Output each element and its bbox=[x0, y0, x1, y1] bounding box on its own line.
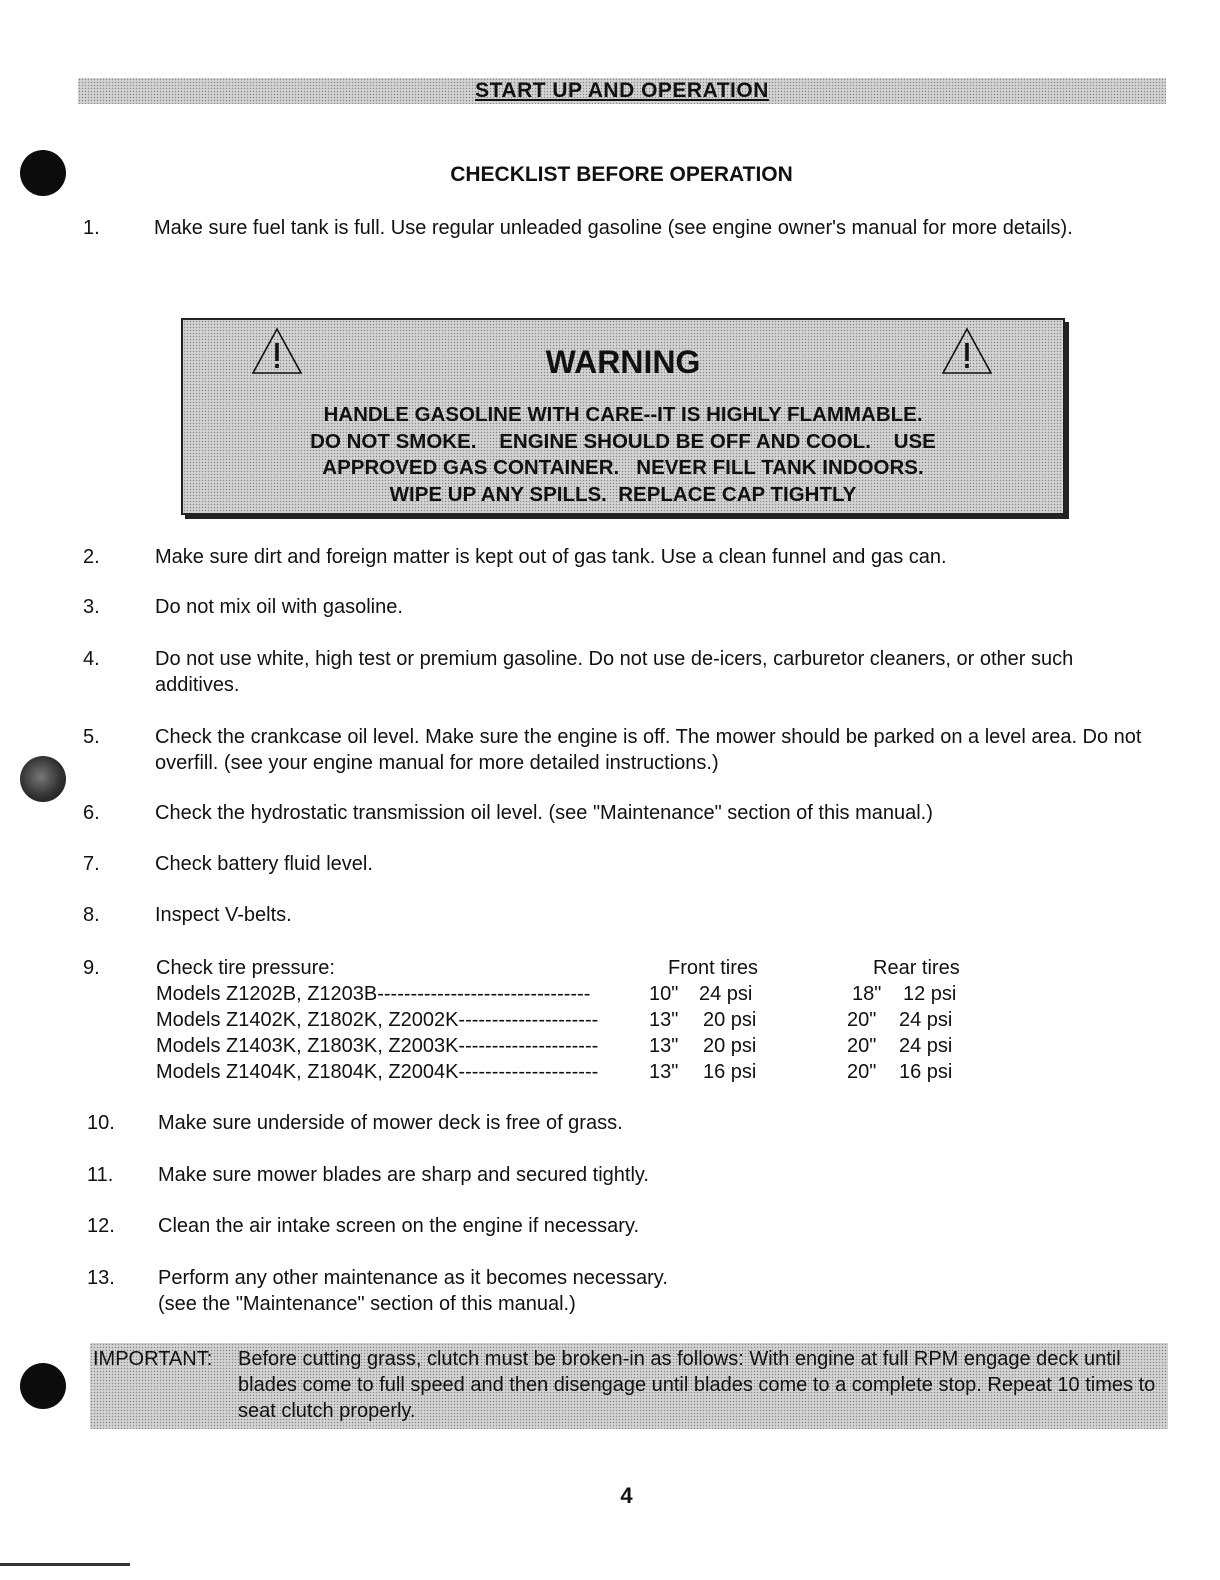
important-label: IMPORTANT: bbox=[93, 1348, 213, 1370]
item-text: Make sure underside of mower deck is free of grass. bbox=[158, 1112, 623, 1134]
warning-box bbox=[181, 318, 1065, 515]
item-number: 11. bbox=[87, 1164, 114, 1186]
tire-row-rear-size: 20" bbox=[847, 1061, 877, 1083]
item-text: Make sure fuel tank is full. Use regular unleaded gasoline (see engine owner's manual for more details). bbox=[154, 217, 1073, 239]
item-text: Perform any other maintenance as it becomes necessary. (see the "Maintenance" section of this manual.) bbox=[158, 1267, 668, 1315]
page-number: 4 bbox=[620, 1483, 633, 1508]
tire-row-front-psi: 24 psi bbox=[699, 983, 753, 1005]
important-text: Before cutting grass, clutch must be broken-in as follows: With engine at full RPM engage deck until blades come to full speed and then disengage until blades come to a complete stop. Repeat 10 times to seat clutch properly. bbox=[238, 1348, 1156, 1422]
item-number: 8. bbox=[83, 904, 100, 926]
tire-row-rear-psi: 24 psi bbox=[899, 1035, 953, 1057]
tire-row-front-size: 13" bbox=[649, 1009, 679, 1031]
item-number: 6. bbox=[83, 802, 100, 824]
front-tires-header: Front tires bbox=[668, 957, 759, 979]
item-number: 5. bbox=[83, 726, 100, 748]
tire-row-front-psi: 20 psi bbox=[703, 1009, 757, 1031]
warning-line: WIPE UP ANY SPILLS. REPLACE CAP TIGHTLY bbox=[389, 482, 857, 506]
tire-row-front-psi: 16 psi bbox=[703, 1061, 757, 1083]
tire-row-rear-size: 20" bbox=[847, 1009, 877, 1031]
tire-pressure-label: Check tire pressure: bbox=[156, 957, 335, 979]
tire-row-front-size: 13" bbox=[649, 1035, 679, 1057]
item-number: 7. bbox=[83, 853, 100, 875]
warning-triangle-icon bbox=[941, 326, 993, 376]
binder-hole-middle bbox=[20, 756, 66, 802]
tire-row-models: Models Z1402K, Z1802K, Z2002K--------------------- bbox=[156, 1009, 599, 1031]
item-text: Inspect V-belts. bbox=[155, 904, 292, 926]
item-text: Make sure dirt and foreign matter is kept out of gas tank. Use a clean funnel and gas can. bbox=[155, 546, 947, 568]
tire-row-rear-size: 18" bbox=[852, 983, 882, 1005]
item-text: Check the crankcase oil level. Make sure the engine is off. The mower should be parked on a level area. Do not overfill. (see your engine manual for more detailed instructions.) bbox=[155, 726, 1142, 774]
item-number: 10. bbox=[87, 1112, 115, 1134]
tire-pressure-table bbox=[83, 955, 1083, 1095]
warning-title: WARNING bbox=[545, 344, 701, 380]
item-number: 2. bbox=[83, 546, 100, 568]
warning-line: DO NOT SMOKE. ENGINE SHOULD BE OFF AND COOL. USE bbox=[310, 429, 936, 453]
checklist-title: CHECKLIST BEFORE OPERATION bbox=[450, 163, 793, 186]
item-number: 9. bbox=[83, 957, 100, 979]
item-text: Do not use white, high test or premium gasoline. Do not use de-icers, carburetor cleaners, or other such additives. bbox=[155, 648, 1074, 696]
tire-row-models: Models Z1404K, Z1804K, Z2004K--------------------- bbox=[156, 1061, 599, 1083]
section-header-bar bbox=[78, 78, 1166, 104]
item-text: Do not mix oil with gasoline. bbox=[155, 596, 403, 618]
tire-row-front-size: 13" bbox=[649, 1061, 679, 1083]
item-number: 4. bbox=[83, 648, 100, 670]
tire-row-rear-psi: 12 psi bbox=[903, 983, 957, 1005]
item-text: Check the hydrostatic transmission oil level. (see "Maintenance" section of this manual.) bbox=[155, 802, 933, 824]
warning-text bbox=[183, 402, 1063, 508]
item-text: Make sure mower blades are sharp and secured tightly. bbox=[158, 1164, 649, 1186]
tire-row-rear-psi: 16 psi bbox=[899, 1061, 953, 1083]
tire-row-models: Models Z1403K, Z1803K, Z2003K--------------------- bbox=[156, 1035, 599, 1057]
item-number: 1. bbox=[83, 217, 100, 239]
item-number: 3. bbox=[83, 596, 100, 618]
tire-row-models: Models Z1202B, Z1203B-------------------------------- bbox=[156, 983, 591, 1005]
section-title: START UP AND OPERATION bbox=[475, 79, 769, 102]
scan-edge-rule bbox=[0, 1563, 130, 1566]
item-text: Check battery fluid level. bbox=[155, 853, 373, 875]
tire-row-rear-size: 20" bbox=[847, 1035, 877, 1057]
item-text: Clean the air intake screen on the engine if necessary. bbox=[158, 1215, 640, 1237]
item-number: 13. bbox=[87, 1267, 115, 1289]
rear-tires-header: Rear tires bbox=[873, 957, 960, 979]
warning-line: HANDLE GASOLINE WITH CARE--IT IS HIGHLY FLAMMABLE. bbox=[323, 403, 923, 426]
binder-hole-bottom bbox=[20, 1363, 66, 1409]
tire-row-front-psi: 20 psi bbox=[703, 1035, 757, 1057]
warning-line: APPROVED GAS CONTAINER. NEVER FILL TANK INDOORS. bbox=[322, 456, 924, 479]
item-number: 12. bbox=[87, 1215, 115, 1237]
tire-row-front-size: 10" bbox=[649, 983, 679, 1005]
tire-row-rear-psi: 24 psi bbox=[899, 1009, 953, 1031]
important-note bbox=[90, 1343, 1168, 1429]
